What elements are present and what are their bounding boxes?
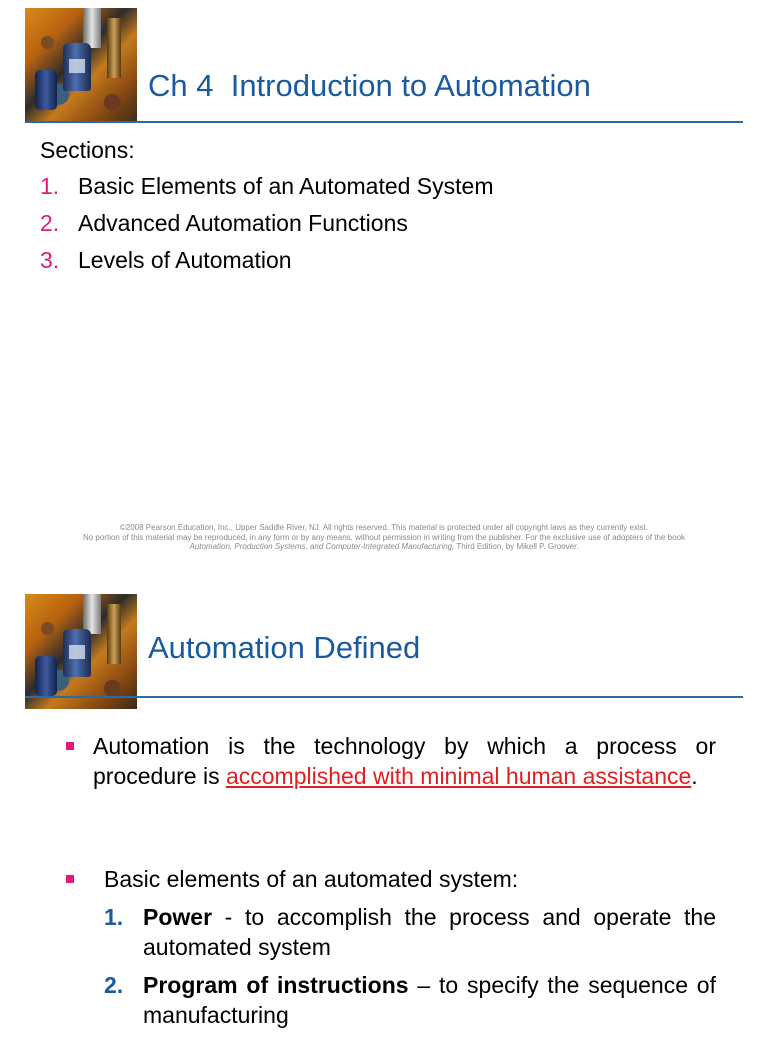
definition-highlight: accomplished with minimal human assistance: [225, 763, 692, 789]
element-number: 1.: [104, 904, 124, 930]
bullet-square-icon: [66, 742, 74, 750]
element-item: [104, 970, 716, 1030]
definition-text: Automation is the technology by which a process or procedure is: [93, 733, 716, 789]
element-description: – to specify the sequence of manufacturing: [143, 972, 716, 1028]
definition-bullet: [93, 731, 716, 791]
section-item: [40, 173, 493, 210]
slide-1: [0, 0, 768, 512]
photo-component: [107, 604, 121, 664]
photo-component: [83, 8, 101, 48]
section-text: Basic Elements of an Automated System: [78, 173, 494, 199]
slide-title: Ch 4 Introduction to Automation: [148, 68, 591, 103]
elements-bullet: Basic elements of an automated system:: [104, 866, 519, 892]
section-text: Advanced Automation Functions: [78, 210, 408, 236]
bullet-square-icon: [66, 875, 74, 883]
section-item: [40, 247, 493, 284]
definition-end: .: [691, 763, 698, 789]
book-edition: Third Edition, by Mikell P. Groover.: [454, 542, 579, 551]
sections-list: [40, 173, 493, 284]
slide-title: Automation Defined: [148, 630, 421, 665]
copyright-notice: [35, 523, 733, 552]
element-item: [104, 902, 716, 962]
section-text: Levels of Automation: [78, 247, 292, 273]
header-photo-circuit-board: [25, 594, 137, 709]
copyright-line: [35, 542, 733, 552]
section-number: 1.: [40, 173, 60, 199]
photo-capacitor: [63, 629, 91, 677]
photo-capacitor: [35, 70, 57, 110]
element-term: Program of instructions: [143, 972, 409, 998]
photo-capacitor: [63, 43, 91, 91]
elements-list: [104, 902, 716, 1038]
title-rule: [137, 121, 743, 123]
header-photo-circuit-board: [25, 8, 137, 123]
photo-component: [83, 594, 101, 634]
element-number: 2.: [104, 972, 124, 998]
section-number: 3.: [40, 247, 60, 273]
sections-label: Sections:: [40, 137, 135, 163]
copyright-line: ©2008 Pearson Education, Inc., Upper Saddle River, NJ. All rights reserved. This material is protected under all copyright laws as they currently exist.: [119, 523, 649, 532]
title-rule: [25, 121, 137, 123]
element-description: - to accomplish the process and operate the automated system: [143, 904, 716, 960]
photo-capacitor: [35, 656, 57, 696]
section-item: [40, 210, 493, 247]
photo-component: [107, 18, 121, 78]
title-rule: [25, 696, 137, 698]
copyright-line: No portion of this material may be reproduced, in any form or by any means, without permission in writing from the publisher. For the exclusive use of adopters of the book: [82, 532, 686, 542]
element-term: Power: [143, 904, 213, 930]
title-rule: [137, 696, 743, 698]
section-number: 2.: [40, 210, 60, 236]
book-title: Automation, Production Systems, and Computer-Integrated Manufacturing,: [189, 542, 455, 551]
